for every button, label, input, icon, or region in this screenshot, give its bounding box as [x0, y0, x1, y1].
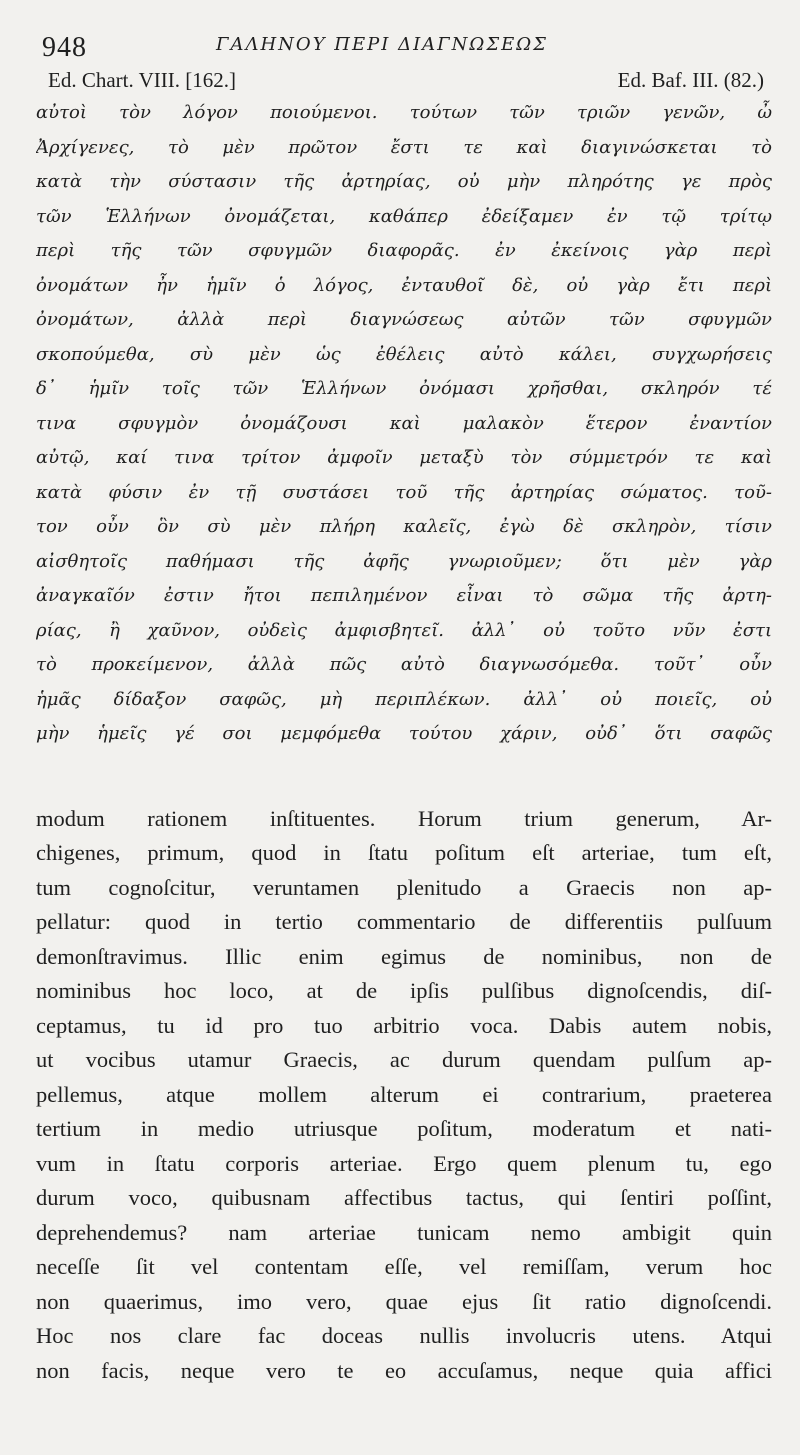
latin-line: pellemus, atque mollem alterum ei contrarium, praeterea: [36, 1081, 772, 1107]
greek-line: περὶ τῆς τῶν σφυγμῶν διαφορᾶς. ἐν ἐκείνοις γὰρ περὶ: [36, 240, 772, 261]
greek-line: τον οὖν ὃν σὺ μὲν πλήρη καλεῖς, ἐγὼ δὲ σκληρὸν, τίσιν: [36, 516, 772, 537]
greek-line: ρίας, ἢ χαῦνον, οὐδεὶς ἀμφισβητεῖ. ἀλλ᾽ οὐ τοῦτο νῦν ἐστι: [36, 619, 772, 641]
greek-line: μὴν ἡμεῖς γέ σοι μεμφόμεθα τούτου χάριν, οὐδ᾽ ὅτι σαφῶς: [36, 723, 772, 744]
greek-line: ἀναγκαῖόν ἐστιν ἤτοι πεπιλημένον εἶναι τὸ σῶμα τῆς ἀρτη-: [36, 585, 772, 606]
greek-line: τὸ προκείμενον, ἀλλὰ πῶς αὐτὸ διαγνωσόμεθα. τοῦτ᾽ οὖν: [36, 654, 772, 675]
latin-line: vum in ſtatu corporis arteriae. Ergo quem plenum tu, ego: [36, 1150, 772, 1176]
latin-line: chigenes, primum, quod in ſtatu poſitum eſt arteriae, tum eſt,: [36, 840, 772, 865]
edition-reference-right: Ed. Baf. III. (82.): [617, 68, 764, 92]
page-header: [36, 24, 772, 64]
greek-line: αἰσθητοῖς παθήμασι τῆς ἀφῆς γνωριοῦμεν; ὅτι μὲν γὰρ: [36, 550, 772, 572]
greek-line: τῶν Ἑλλήνων ὀνομάζεται, καθάπερ ἐδείξαμεν ἐν τῷ τρίτῳ: [36, 205, 772, 227]
latin-line: tum cognoſcitur, veruntamen plenitudo a Graecis non ap-: [36, 874, 772, 900]
greek-line: Ἀρχίγενες, τὸ μὲν πρῶτον ἔστι τε καὶ διαγινώσκεται τὸ: [36, 136, 772, 158]
greek-line: κατὰ φύσιν ἐν τῇ συστάσει τοῦ τῆς ἀρτηρίας σώματος. τοῦ-: [36, 481, 772, 503]
latin-line: demonſtravimus. Illic enim egimus de nominibus, non de: [36, 943, 772, 969]
latin-line: deprehendemus? nam arteriae tunicam nemo ambigit quin: [36, 1219, 772, 1245]
greek-line: κατὰ τὴν σύστασιν τῆς ἀρτηρίας, οὐ μὴν πληρότης γε πρὸς: [36, 171, 772, 192]
edition-references: [36, 66, 772, 92]
greek-line: δ᾽ ἡμῖν τοῖς τῶν Ἑλλήνων ὀνόμασι χρῆσθαι, σκληρόν τέ: [36, 378, 772, 399]
latin-line: nominibus hoc loco, at de ipſis pulſibus dignoſcendis, diſ-: [36, 978, 772, 1003]
latin-text-block: [36, 802, 772, 1389]
page-number: 948: [42, 32, 87, 63]
latin-line: modum rationem inſtituentes. Horum trium generum, Ar-: [36, 805, 772, 831]
greek-line: αὐτοὶ τὸν λόγον ποιούμενοι. τούτων τῶν τριῶν γενῶν, ὦ: [36, 102, 772, 123]
edition-reference-left: Ed. Chart. VIII. [162.]: [48, 68, 236, 92]
running-title: ΓΑΛΗΝΟΥ ΠΕΡΙ ΔΙΑΓΝΩΣΕΩΣ: [216, 34, 548, 55]
latin-line: ut vocibus utamur Graecis, ac durum quendam pulſum ap-: [36, 1047, 772, 1072]
latin-line: ceptamus, tu id pro tuo arbitrio voca. Dabis autem nobis,: [36, 1012, 772, 1038]
greek-text-block: [36, 96, 772, 752]
latin-line: neceſſe ſit vel contentam eſſe, vel remiſſam, verum hoc: [36, 1254, 772, 1279]
latin-line: durum voco, quibusnam affectibus tactus, qui ſentiri poſſint,: [36, 1185, 772, 1210]
latin-line: non facis, neque vero te eo accuſamus, neque quia affici: [36, 1357, 772, 1383]
greek-line: αὐτῷ, καί τινα τρίτον ἀμφοῖν μεταξὺ τὸν σύμμετρόν τε καὶ: [36, 447, 772, 468]
latin-line: tertium in medio utriusque poſitum, moderatum et nati-: [36, 1116, 772, 1141]
latin-line: Hoc nos clare fac doceas nullis involucris utens. Atqui: [36, 1323, 772, 1348]
latin-line: pellatur: quod in tertio commentario de differentiis pulſuum: [36, 909, 772, 934]
greek-line: ὀνομάτων ἦν ἡμῖν ὁ λόγος, ἐνταυθοῖ δὲ, οὐ γὰρ ἔτι περὶ: [36, 274, 772, 296]
greek-line: σκοπούμεθα, σὺ μὲν ὡς ἐθέλεις αὐτὸ κάλει, συγχωρήσεις: [36, 343, 772, 365]
greek-line: ὀνομάτων, ἀλλὰ περὶ διαγνώσεως αὐτῶν τῶν σφυγμῶν: [36, 309, 772, 330]
greek-line: ἡμᾶς δίδαξον σαφῶς, μὴ περιπλέκων. ἀλλ᾽ οὐ ποιεῖς, οὐ: [36, 688, 772, 710]
greek-line: τινα σφυγμὸν ὀνομάζουσι καὶ μαλακὸν ἕτερον ἐναντίον: [36, 412, 772, 434]
latin-line: non quaerimus, imo vero, quae ejus ſit ratio dignoſcendi.: [36, 1288, 772, 1314]
